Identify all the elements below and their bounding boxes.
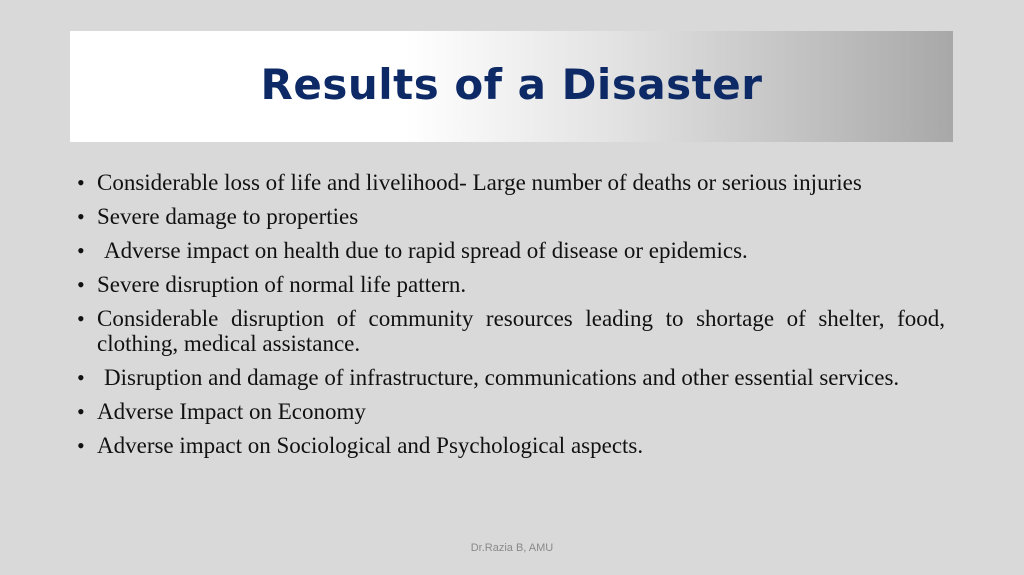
slide-title: Results of a Disaster — [260, 60, 763, 109]
bullet-item-sociological — [77, 433, 945, 458]
bullet-text: Considerable disruption of community resources leading to shortage of shelter, food, clothing, medical assistance. — [97, 306, 945, 356]
bullet-marker: • — [77, 272, 85, 297]
bullet-text: Adverse impact on Sociological and Psychological aspects. — [97, 433, 644, 458]
bullet-text: Severe damage to properties — [97, 204, 359, 229]
bullet-text: Considerable loss of life and livelihood- Large number of deaths or serious injuries — [97, 170, 862, 195]
bullet-marker: • — [77, 306, 85, 331]
bullet-item-economy — [77, 399, 945, 424]
bullet-list — [77, 170, 945, 467]
slide-footer: Dr.Razia B, AMU — [470, 542, 554, 554]
bullet-marker: • — [77, 365, 85, 390]
bullet-text: Severe disruption of normal life pattern. — [97, 272, 467, 297]
bullet-item-property-damage — [77, 204, 945, 229]
bullet-item-life-pattern — [77, 272, 945, 297]
title-banner — [70, 31, 953, 142]
bullet-marker: • — [77, 170, 85, 195]
bullet-item-loss-of-life — [77, 170, 945, 195]
bullet-item-health-impact — [77, 238, 945, 263]
bullet-text: Disruption and damage of infrastructure, communications and other essential services. — [104, 365, 900, 390]
bullet-marker: • — [77, 204, 85, 229]
bullet-marker: • — [77, 433, 85, 458]
bullet-item-infrastructure — [77, 365, 945, 390]
bullet-marker: • — [77, 399, 85, 424]
bullet-text: Adverse impact on health due to rapid spread of disease or epidemics. — [104, 238, 748, 263]
bullet-text: Adverse Impact on Economy — [97, 399, 366, 424]
bullet-item-community-resources — [77, 306, 945, 356]
bullet-marker: • — [77, 238, 85, 263]
